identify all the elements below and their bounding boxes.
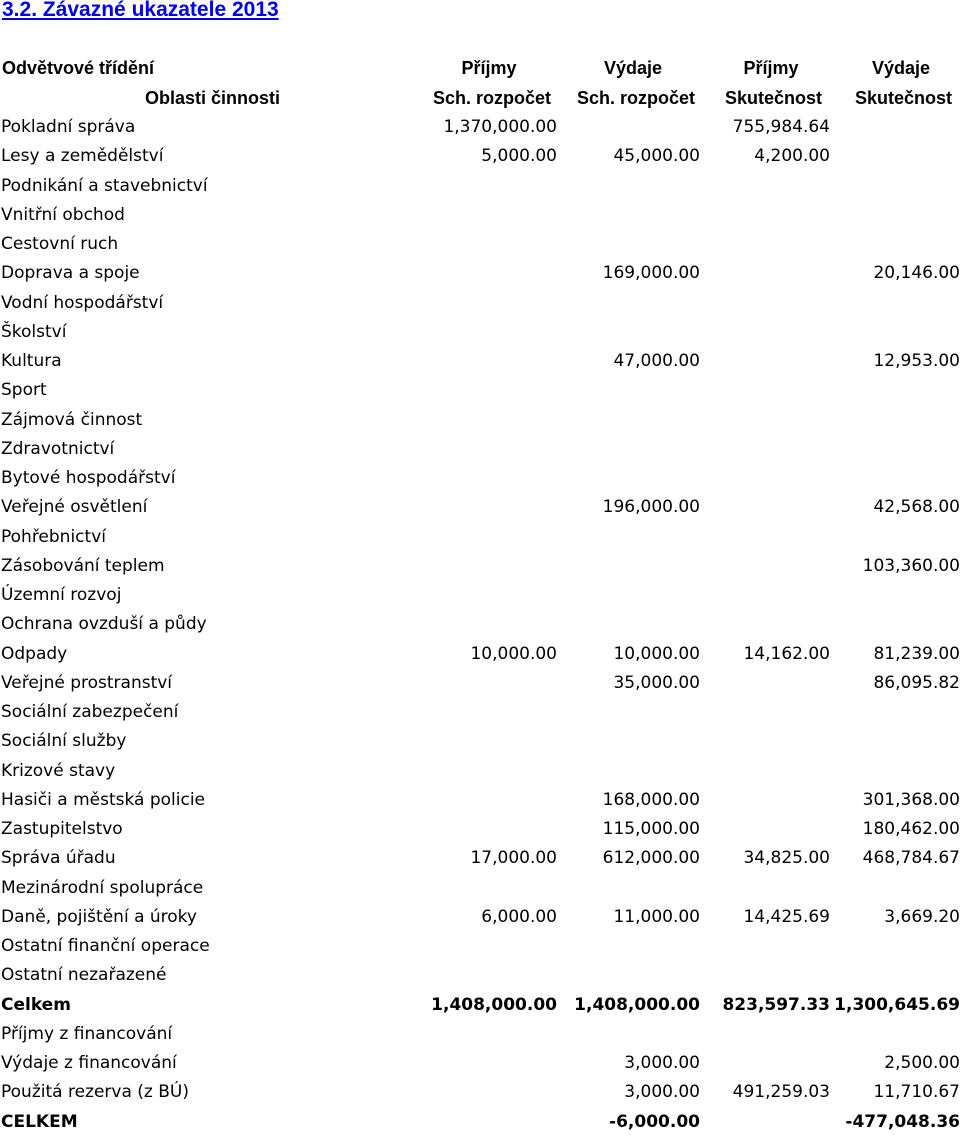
row-label: Pokladní správa bbox=[1, 117, 136, 137]
cell-expense-budget: 11,000.00 bbox=[613, 906, 700, 927]
table-row bbox=[0, 990, 960, 1019]
table-row bbox=[0, 317, 960, 346]
row-label: Ostatní finanční operace bbox=[1, 936, 210, 956]
cell-expense-budget: 10,000.00 bbox=[613, 643, 700, 664]
header-activity-areas: Oblasti činnosti bbox=[144, 88, 280, 108]
row-label: Bytové hospodářství bbox=[1, 468, 176, 488]
cell-income-budget: 6,000.00 bbox=[481, 906, 557, 927]
table-row bbox=[0, 785, 960, 814]
row-label: Kultura bbox=[1, 351, 62, 371]
table-row bbox=[0, 346, 960, 375]
row-label: Zásobování teplem bbox=[1, 555, 165, 576]
row-label: Doprava a spoje bbox=[1, 263, 140, 284]
table-row bbox=[0, 697, 960, 726]
header-income-budget: Příjmy bbox=[461, 58, 517, 78]
header-expense-budget: Výdaje bbox=[603, 58, 663, 78]
table-row bbox=[0, 756, 960, 785]
cell-expense-actual: 103,360.00 bbox=[862, 555, 960, 576]
cell-expense-actual: 11,710.67 bbox=[873, 1082, 960, 1103]
header-classification: Odvětvové třídění bbox=[2, 58, 155, 78]
table-row bbox=[0, 1048, 960, 1077]
table-row bbox=[0, 551, 960, 580]
cell-income-actual: 755,984.64 bbox=[732, 117, 830, 137]
cell-expense-budget: -6,000.00 bbox=[609, 1111, 700, 1132]
row-label: Odpady bbox=[1, 643, 68, 664]
table-row bbox=[0, 960, 960, 989]
table-row bbox=[0, 931, 960, 960]
cell-income-budget: 5,000.00 bbox=[481, 146, 557, 167]
cell-expense-budget: 612,000.00 bbox=[602, 848, 700, 869]
row-label: Územní rozvoj bbox=[1, 585, 122, 605]
cell-income-actual: 823,597.33 bbox=[722, 994, 830, 1015]
table-row bbox=[0, 1019, 960, 1048]
row-label: Veřejné osvětlení bbox=[1, 497, 148, 518]
table-row bbox=[0, 463, 960, 492]
table-row bbox=[0, 580, 960, 609]
row-label: Vodní hospodářství bbox=[1, 292, 164, 313]
row-label: Veřejné prostranství bbox=[1, 672, 173, 693]
row-label: Sport bbox=[1, 380, 47, 401]
table-row bbox=[0, 1107, 960, 1136]
cell-expense-actual: 42,568.00 bbox=[873, 497, 960, 518]
cell-income-budget: 17,000.00 bbox=[470, 848, 557, 869]
table-row bbox=[0, 492, 960, 521]
cell-income-actual: 14,425.69 bbox=[743, 906, 830, 927]
row-label: Sociální služby bbox=[1, 731, 127, 752]
cell-income-actual: 491,259.03 bbox=[732, 1082, 830, 1103]
header-sub-income-budget: Sch. rozpočet bbox=[432, 88, 551, 108]
cell-expense-budget: 169,000.00 bbox=[602, 263, 700, 284]
page-title[interactable]: 3.2. Závazné ukazatele 2013 bbox=[2, 0, 279, 21]
table-row bbox=[0, 902, 960, 931]
row-label: Hasiči a městská policie bbox=[1, 789, 206, 810]
header-sub-income-actual: Skutečnost bbox=[724, 88, 822, 108]
table-row bbox=[0, 375, 960, 404]
table-row bbox=[0, 200, 960, 229]
row-label: Ochrana ovzduší a půdy bbox=[1, 614, 207, 635]
row-label: Příjmy z financování bbox=[1, 1023, 173, 1044]
cell-expense-actual: 3,669.20 bbox=[884, 906, 960, 927]
header-expense-actual: Výdaje bbox=[871, 58, 931, 78]
cell-expense-actual: 468,784.67 bbox=[862, 848, 960, 869]
table-row bbox=[0, 814, 960, 843]
cell-expense-budget: 168,000.00 bbox=[602, 789, 700, 810]
budget-table-body bbox=[0, 112, 960, 1136]
cell-income-budget: 10,000.00 bbox=[470, 643, 557, 664]
cell-expense-actual: 301,368.00 bbox=[862, 789, 960, 810]
row-label: Daně, pojištění a úroky bbox=[1, 906, 197, 927]
cell-expense-budget: 3,000.00 bbox=[624, 1082, 700, 1103]
table-row bbox=[0, 258, 960, 287]
table-row bbox=[0, 434, 960, 463]
row-label: Zastupitelstvo bbox=[1, 819, 123, 839]
cell-expense-budget: 196,000.00 bbox=[602, 497, 700, 518]
row-label: Zdravotnictví bbox=[1, 438, 115, 459]
cell-expense-budget: 47,000.00 bbox=[613, 351, 700, 371]
table-row bbox=[0, 668, 960, 697]
table-row bbox=[0, 141, 960, 170]
table-row bbox=[0, 873, 960, 902]
cell-expense-budget: 1,408,000.00 bbox=[574, 994, 700, 1015]
row-label: Sociální zabezpečení bbox=[1, 702, 179, 722]
row-label: Celkem bbox=[1, 994, 71, 1015]
table-row bbox=[0, 171, 960, 200]
cell-expense-actual: 2,500.00 bbox=[884, 1053, 960, 1073]
cell-income-actual: 4,200.00 bbox=[754, 146, 830, 167]
cell-expense-budget: 35,000.00 bbox=[613, 672, 700, 693]
cell-expense-actual: 81,239.00 bbox=[873, 643, 960, 664]
cell-income-budget: 1,370,000.00 bbox=[443, 117, 557, 137]
cell-income-actual: 14,162.00 bbox=[743, 643, 830, 664]
header-sub-expense-budget: Sch. rozpočet bbox=[576, 88, 695, 108]
cell-income-budget: 1,408,000.00 bbox=[431, 994, 557, 1015]
row-label: Cestovní ruch bbox=[1, 234, 119, 254]
row-label: Mezinárodní spolupráce bbox=[1, 877, 204, 898]
row-label: Podnikání a stavebnictví bbox=[1, 175, 208, 196]
cell-expense-budget: 3,000.00 bbox=[624, 1053, 700, 1073]
cell-expense-actual: 180,462.00 bbox=[862, 819, 960, 839]
table-row bbox=[0, 288, 960, 317]
row-label: Výdaje z financování bbox=[1, 1053, 177, 1073]
table-row bbox=[0, 1077, 960, 1106]
cell-income-actual: 34,825.00 bbox=[743, 848, 830, 869]
cell-expense-actual: 86,095.82 bbox=[873, 672, 960, 693]
cell-expense-actual: 12,953.00 bbox=[873, 351, 960, 371]
cell-expense-actual: 20,146.00 bbox=[873, 263, 960, 284]
row-label: Krizové stavy bbox=[1, 760, 116, 781]
row-label: CELKEM bbox=[1, 1111, 78, 1132]
cell-expense-actual: 1,300,645.69 bbox=[834, 994, 960, 1015]
row-label: Ostatní nezařazené bbox=[1, 965, 167, 986]
row-label: Správa úřadu bbox=[1, 848, 116, 869]
cell-expense-budget: 115,000.00 bbox=[602, 819, 700, 839]
table-row bbox=[0, 609, 960, 638]
header-sub-expense-actual: Skutečnost bbox=[854, 88, 952, 108]
row-label: Zájmová činnost bbox=[1, 409, 143, 430]
table-row bbox=[0, 229, 960, 258]
header-income-actual: Příjmy bbox=[743, 58, 799, 78]
table-row bbox=[0, 726, 960, 755]
row-label: Školství bbox=[1, 321, 67, 342]
table-row bbox=[0, 639, 960, 668]
cell-expense-budget: 45,000.00 bbox=[613, 146, 700, 167]
table-row bbox=[0, 405, 960, 434]
cell-expense-actual: -477,048.36 bbox=[845, 1111, 960, 1132]
row-label: Použitá rezerva (z BÚ) bbox=[1, 1082, 189, 1103]
row-label: Pohřebnictví bbox=[1, 526, 106, 547]
table-row bbox=[0, 112, 960, 141]
table-row bbox=[0, 843, 960, 872]
row-label: Vnitřní obchod bbox=[1, 204, 125, 225]
row-label: Lesy a zemědělství bbox=[1, 146, 164, 167]
table-row bbox=[0, 522, 960, 551]
